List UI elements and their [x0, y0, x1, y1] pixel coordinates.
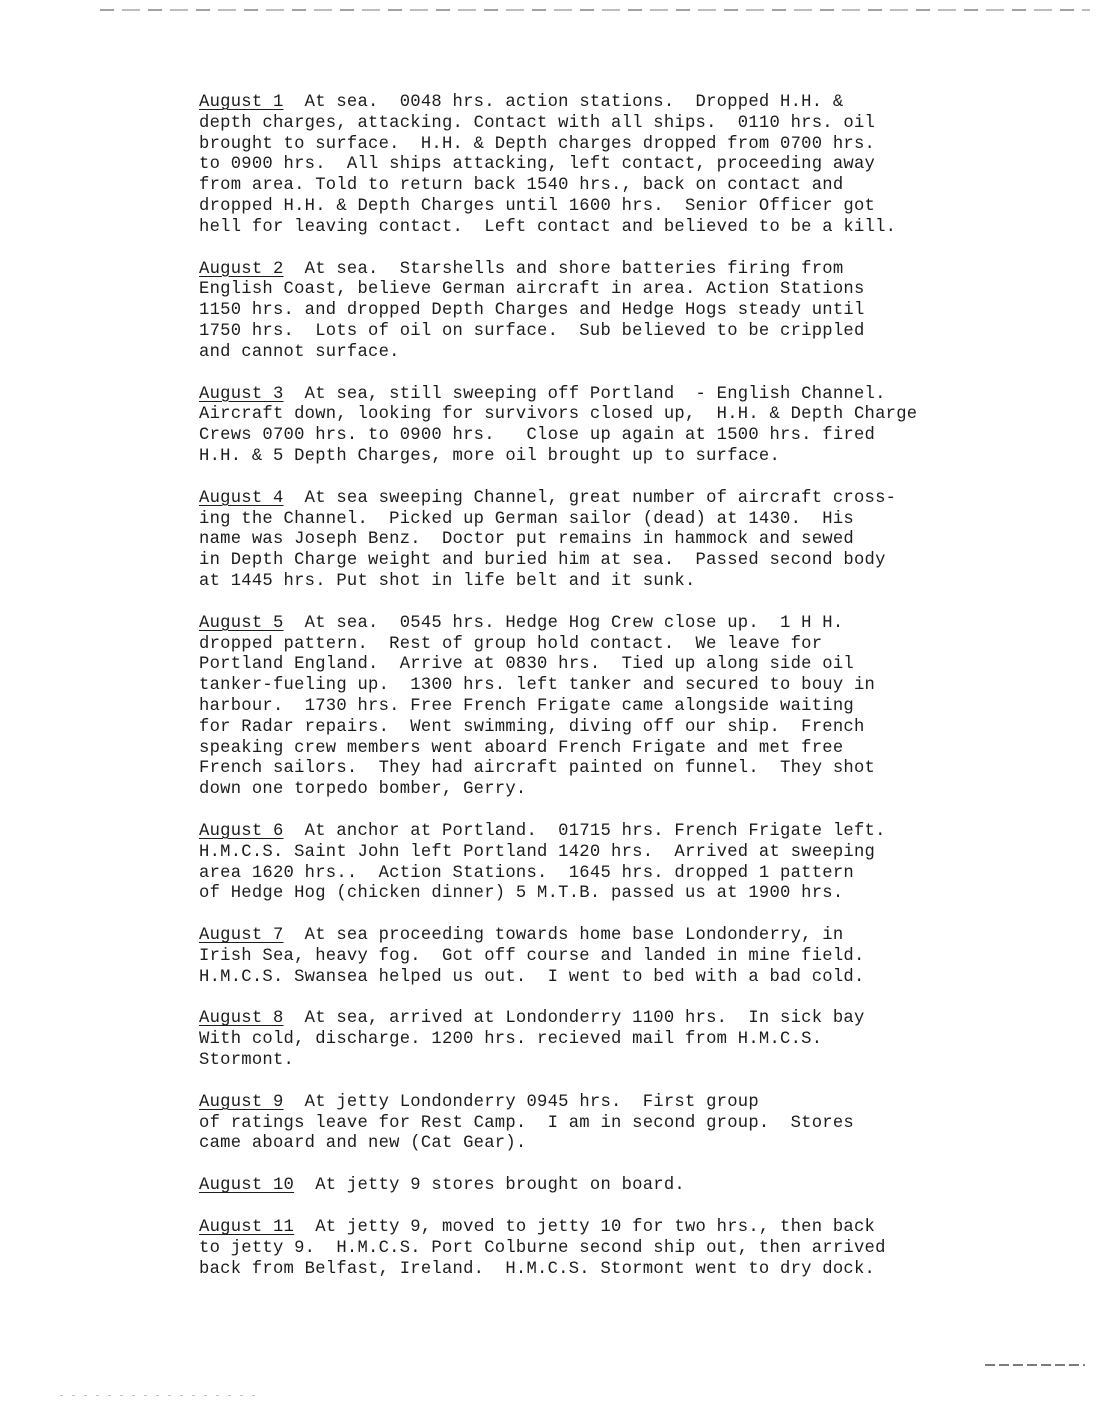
entry-text: At sea, still sweeping off Portland - English Channel. Aircraft down, looking for survivors closed up, H.H. & Depth Charge Crews 0700 hrs. to 0900 hrs. Close up again at 1500 hrs. fired H.H. & 5 Depth Charges, more oil brought up to surface.: [199, 384, 918, 466]
entry-text: At sea sweeping Channel, great number of aircraft cross- ing the Channel. Picked up German sailor (dead) at 1430. His name was Joseph Benz. Doctor put remains in hammock and sewed in Depth Charge weight and buried him at sea. Passed second body at 1445 hrs. Put shot in life belt and it sunk.: [199, 488, 897, 591]
entry-date: August 3: [199, 384, 284, 404]
entry-date: August 10: [199, 1176, 295, 1196]
entry-text: At sea. 0545 hrs. Hedge Hog Crew close up. 1 H H. dropped pattern. Rest of group hold contact. We leave for Portland England. Arrive at 0830 hrs. Tied up along side oil tanker-fueling up. 1300 hrs. left tanker and secured to bouy in harbour. 1730 hrs. Free French Frigate came alongside waiting for Radar repairs. Went swimming, diving off our ship. French speaking crew members went aboard French Frigate and met free French sailors. They had aircraft painted on funnel. They shot down one torpedo bomber, Gerry.: [199, 613, 876, 800]
entry-date: August 9: [199, 1092, 284, 1112]
entry-date: August 1: [199, 93, 284, 112]
scan-edge-top: [100, 9, 1090, 11]
diary-entry: [199, 1093, 1079, 1155]
entry-text: At jetty 9, moved to jetty 10 for two hrs., then back to jetty 9. H.M.C.S. Port Colburne second ship out, then arrived back from Belfast, Ireland. H.M.C.S. Stormont went to dry dock.: [199, 1218, 886, 1279]
diary-entry: [199, 1009, 1079, 1071]
diary-entry: [199, 614, 1079, 801]
diary-entry: [199, 1176, 1079, 1197]
entry-text: At jetty Londonderry 0945 hrs. First group of ratings leave for Rest Camp. I am in second group. Stores came aboard and new (Cat Gear).: [199, 1092, 854, 1154]
entry-date: August 5: [199, 613, 284, 633]
diary-entry: [199, 385, 1079, 468]
entry-date: August 11: [199, 1218, 295, 1238]
diary-entries: [199, 93, 1079, 1301]
entry-date: August 6: [199, 821, 284, 841]
scan-edge-bottom-left: [60, 1395, 260, 1396]
entry-date: August 8: [199, 1009, 284, 1029]
entry-text: At sea. 0048 hrs. action stations. Dropped H.H. & depth charges, attacking. Contact with all ships. 0110 hrs. oil brought to surface. H.H. & Depth charges dropped from 0700 hrs. to 0900 hrs. All ships attacking, left contact, proceeding away from area. Told to return back 1540 hrs., back on contact and dropped H.H. & Depth Charges until 1600 hrs. Senior Officer got hell for leaving contact. Left contact and believed to be a kill.: [199, 93, 897, 237]
diary-entry: [199, 93, 1079, 239]
diary-entry: [199, 260, 1079, 364]
entry-date: August 7: [199, 926, 284, 946]
diary-entry: [199, 822, 1079, 905]
entry-date: August 4: [199, 488, 284, 508]
entry-text: At jetty 9 stores brought on board.: [294, 1176, 685, 1196]
entry-text: At anchor at Portland. 01715 hrs. French Frigate left. H.M.C.S. Saint John left Portland 1420 hrs. Arrived at sweeping area 1620 hrs.. Action Stations. 1645 hrs. dropped 1 pattern of Hedge Hog (chicken dinner) 5 M.T.B. passed us at 1900 hrs.: [199, 821, 886, 904]
entry-text: At sea proceeding towards home base Londonderry, in Irish Sea, heavy fog. Got off course and landed in mine field. H.M.C.S. Swansea helped us out. I went to bed with a bad cold.: [199, 926, 865, 987]
entry-date: August 2: [199, 259, 284, 279]
entry-text: At sea. Starshells and shore batteries firing from English Coast, believe German aircraft in area. Action Stations 1150 hrs. and dropped Depth Charges and Hedge Hogs steady until 1750 hrs. Lots of oil on surface. Sub believed to be crippled and cannot surface.: [199, 259, 865, 362]
scan-edge-bottom: [985, 1364, 1085, 1366]
diary-entry: [199, 489, 1079, 593]
diary-entry: [199, 926, 1079, 988]
entry-text: At sea, arrived at Londonderry 1100 hrs. In sick bay With cold, discharge. 1200 hrs. recieved mail from H.M.C.S. Stormont.: [199, 1009, 865, 1071]
diary-entry: [199, 1218, 1079, 1280]
